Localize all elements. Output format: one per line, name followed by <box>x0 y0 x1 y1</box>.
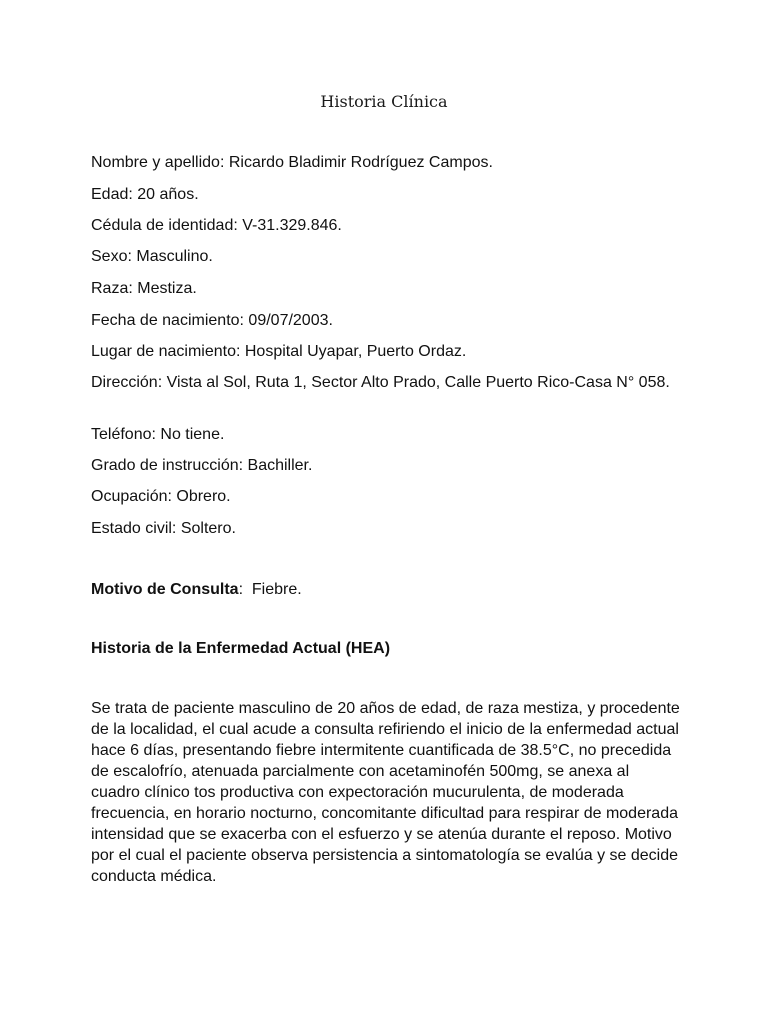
motivo-consulta <box>91 579 681 600</box>
hea-heading: Historia de la Enfermedad Actual (HEA) <box>91 640 391 657</box>
motivo-consulta-value: : Fiebre. <box>238 581 302 598</box>
field-estado-civil: Estado civil: Soltero. <box>91 520 236 537</box>
field-telefono: Teléfono: No tiene. <box>91 426 225 443</box>
motivo-consulta-label: Motivo de Consulta <box>91 581 239 598</box>
field-direccion: Dirección: Vista al Sol, Ruta 1, Sector Alto Prado, Calle Puerto Rico-Casa N° 058. <box>91 374 670 391</box>
hea-paragraph: Se trata de paciente masculino de 20 años de edad, de raza mestiza, y procedente de la localidad, el cual acude a consulta refiriendo el inicio de la enfermedad actual hace 6 días, presentando fiebre intermitente cuantificada de 38.5°C, no precedida de escalofrío, atenuada parcialmente con acetaminofén 500mg, se anexa al cuadro clínico tos productiva con expectoración mucurulenta, de moderada frecuencia, en horario nocturno, concomitante dificultad para respirar de moderada intensidad que se exacerba con el esfuerzo y se atenúa durante el reposo. Motivo por el cual el paciente observa persistencia a sintomatología se evalúa y se decide conducta médica. <box>91 700 680 885</box>
field-edad: Edad: 20 años. <box>91 186 199 203</box>
field-lugar-nacimiento: Lugar de nacimiento: Hospital Uyapar, Puerto Ordaz. <box>91 343 467 360</box>
document-title: Historia Clínica <box>320 92 448 111</box>
field-cedula: Cédula de identidad: V-31.329.846. <box>91 217 342 234</box>
field-raza: Raza: Mestiza. <box>91 280 197 297</box>
field-grado-instruccion: Grado de instrucción: Bachiller. <box>91 457 313 474</box>
field-fecha-nacimiento: Fecha de nacimiento: 09/07/2003. <box>91 312 333 329</box>
field-nombre: Nombre y apellido: Ricardo Bladimir Rodríguez Campos. <box>91 154 493 171</box>
field-ocupacion: Ocupación: Obrero. <box>91 488 231 505</box>
field-sexo: Sexo: Masculino. <box>91 248 213 265</box>
